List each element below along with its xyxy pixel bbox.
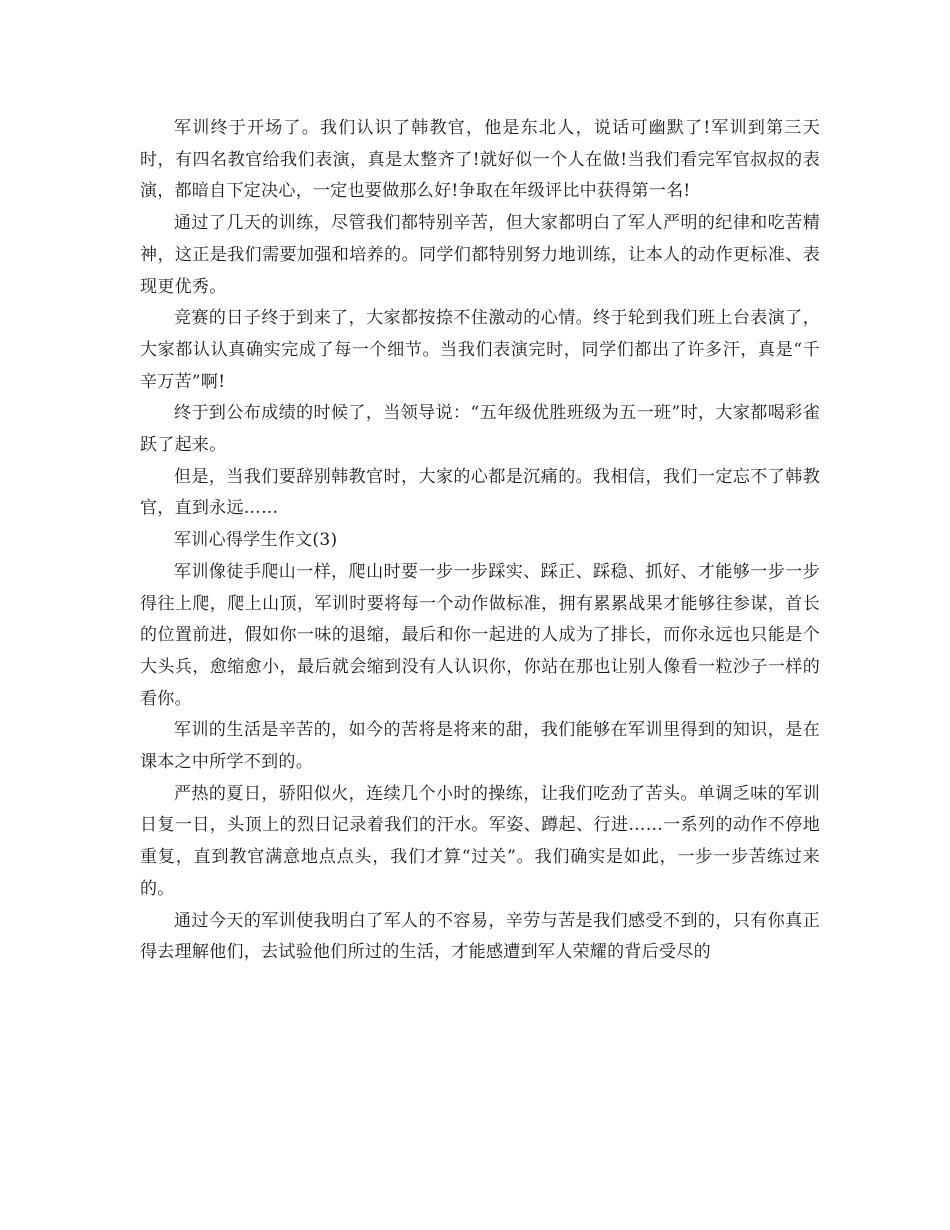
paragraph-7: 军训的生活是辛苦的，如今的苦将是将来的甜，我们能够在军训里得到的知识，是在课本之中所学不到的。 [140, 720, 820, 773]
paragraph-2: 通过了几天的训练，尽管我们都特别辛苦，但大家都明白了军人严明的纪律和吃苦精神，这正是我们需要加强和培养的。同学们都特别努力地训练，让本人的动作更标准、表现更优秀。 [140, 213, 820, 297]
paragraph-3: 竞赛的日子终于到来了，大家都按捺不住激动的心情。终于轮到我们班上台表演了，大家都认认真确实完成了每一个细节。当我们表演完时，同学们都出了许多汗，真是“千辛万苦”啊! [140, 308, 820, 392]
paragraph-5: 但是，当我们要辞别韩教官时，大家的心都是沉痛的。我相信，我们一定忘不了韩教官，直到永远…… [140, 466, 820, 519]
document-body [140, 113, 820, 969]
paragraph-1: 军训终于开场了。我们认识了韩教官，他是东北人，说话可幽默了!军训到第三天时，有四名教官给我们表演，真是太整齐了!就好似一个人在做!当我们看完军官叔叔的表演，都暗自下定决心，一定也要做那么好!争取在年级评比中获得第一名! [140, 118, 820, 202]
paragraph-9: 通过今天的军训使我明白了军人的不容易，辛劳与苦是我们感受不到的，只有你真正得去理解他们，去试验他们所过的生活，才能感遭到军人荣耀的背后受尽的 [140, 910, 820, 963]
paragraph-8: 严热的夏日，骄阳似火，连续几个小时的操练，让我们吃劲了苦头。单调乏味的军训日复一日，头顶上的烈日记录着我们的汗水。军姿、蹲起、行进……一系列的动作不停地重复，直到教官满意地点点头，我们才算“过关”。我们确实是如此，一步一步苦练过来的。 [140, 783, 820, 899]
paragraph-4: 终于到公布成绩的时候了，当领导说：“五年级优胜班级为五一班”时，大家都喝彩雀跃了起来。 [140, 403, 820, 456]
paragraph-6: 军训像徒手爬山一样，爬山时要一步一步踩实、踩正、踩稳、抓好、才能够一步一步得往上爬，爬上山顶，军训时要将每一个动作做标准，拥有累累战果才能够往参谋，首长的位置前进，假如你一味的退缩，最后和你一起进的人成为了排长，而你永远也只能是个大头兵，愈缩愈小，最后就会缩到没有人认识你，你站在那也让别人像看一粒沙子一样的看你。 [140, 561, 820, 709]
section-heading: 军训心得学生作文(3) [174, 530, 338, 551]
